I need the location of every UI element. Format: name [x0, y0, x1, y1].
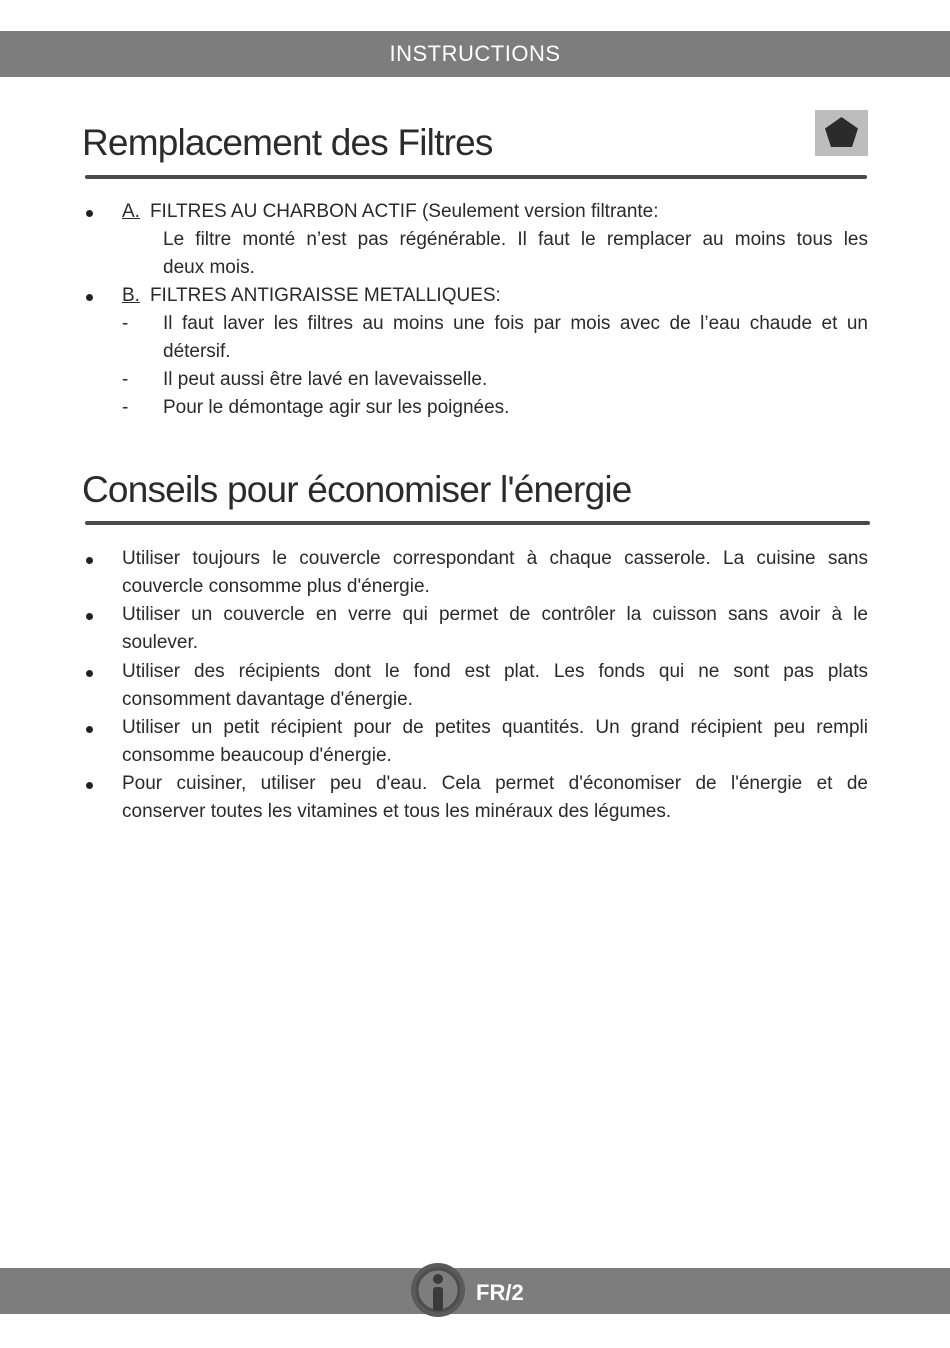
bullet	[86, 782, 93, 789]
section-title-energy: Conseils pour économiser l'énergie	[82, 469, 632, 510]
bullet	[86, 726, 93, 733]
paragraph-line: consomment davantage d'énergie.	[122, 689, 413, 710]
paragraph-line: Utiliser un couvercle en verre qui permet de contrôler la cuisson sans avoir à le	[122, 604, 868, 625]
item-letter: A.	[122, 201, 140, 222]
paragraph-line: Utiliser un petit récipient pour de petites quantités. Un grand récipient peu rempli	[122, 717, 868, 738]
bullet	[86, 613, 93, 620]
paragraph-line: consomme beaucoup d'énergie.	[122, 745, 392, 766]
section-rule	[85, 521, 870, 525]
bullet	[86, 210, 93, 217]
info-icon	[409, 1261, 467, 1319]
dash-marker: -	[122, 369, 129, 390]
item-title: FILTRES ANTIGRAISSE METALLIQUES:	[149, 285, 501, 306]
paragraph-line: Utiliser des récipients dont le fond est plat. Les fonds qui ne sont pas plats	[122, 661, 868, 682]
bullet	[86, 294, 93, 301]
paragraph-line: couvercle consomme plus d'énergie.	[122, 576, 430, 597]
item-b-title-line	[122, 282, 501, 310]
item-letter: B.	[122, 285, 140, 306]
paragraph-line: Utiliser toujours le couvercle correspondant à chaque casserole. La cuisine sans	[122, 548, 868, 569]
paragraph-line: Pour cuisiner, utiliser peu d'eau. Cela permet d'économiser de l'énergie et de	[122, 773, 868, 794]
section-title-filters: Remplacement des Filtres	[82, 122, 493, 163]
footer-bar	[0, 1268, 950, 1314]
header-bar	[0, 31, 950, 77]
dash-marker: -	[122, 313, 129, 334]
paragraph-line: deux mois.	[163, 257, 255, 278]
item-title: FILTRES AU CHARBON ACTIF (Seulement version filtrante:	[149, 201, 659, 222]
paragraph-line: Pour le démontage agir sur les poignées.	[163, 397, 510, 418]
bullet	[86, 670, 93, 677]
paragraph-line: Il peut aussi être lavé en lavevaisselle.	[163, 369, 488, 390]
paragraph-line: soulever.	[122, 632, 199, 653]
header-title: INSTRUCTIONS	[389, 41, 561, 66]
paragraph-line: Il faut laver les filtres au moins une fois par mois avec de l’eau chaude et un	[163, 313, 868, 334]
paragraph-line: Le filtre monté n’est pas régénérable. Il faut le remplacer au moins tous les	[163, 229, 868, 250]
paragraph-line: détersif.	[163, 341, 231, 362]
bullet	[86, 557, 93, 564]
item-a-title-line	[122, 198, 659, 226]
pentagon-icon	[815, 110, 868, 156]
dash-marker: -	[122, 397, 129, 418]
page-number: FR/2	[476, 1280, 524, 1305]
paragraph-line: conserver toutes les vitamines et tous les minéraux des légumes.	[122, 801, 672, 822]
section-rule	[85, 175, 867, 179]
